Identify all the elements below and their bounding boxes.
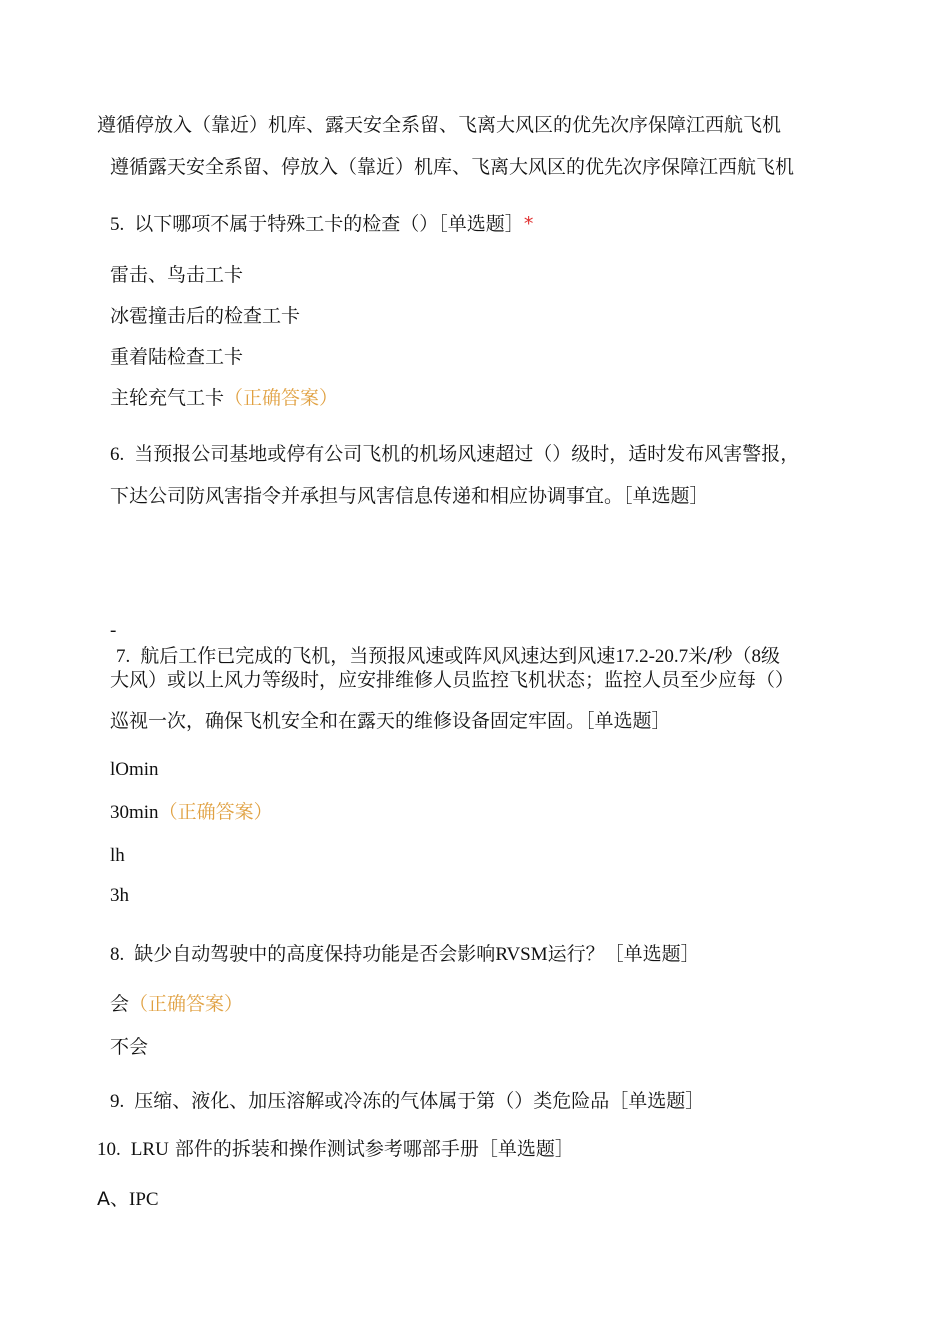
q5-number: 5. bbox=[110, 214, 125, 235]
q6-question-line2: 下达公司防风害指令并承担与风害信息传递和相应协调事宜。［单选题］ bbox=[110, 485, 709, 507]
q5-option-a[interactable]: 雷击、鸟击工卡 bbox=[110, 264, 244, 286]
q7-wind-speed: 17.2-20.7 bbox=[615, 646, 689, 667]
correct-answer-tag: （正确答案） bbox=[129, 993, 244, 1015]
q7-option-d[interactable]: 3h bbox=[110, 885, 129, 906]
q6-question-line1 bbox=[110, 441, 799, 468]
q7-option-b-label: 30min bbox=[110, 802, 159, 823]
q4-option-d[interactable]: 遵循露天安全系留、停放入（靠近）机库、飞离大风区的优先次序保障江西航飞机 bbox=[110, 156, 795, 178]
q9-number: 9. bbox=[110, 1091, 125, 1112]
correct-answer-tag: （正确答案） bbox=[158, 801, 273, 823]
q8-rvsm: RVSM bbox=[495, 944, 548, 965]
q5-question bbox=[110, 211, 533, 238]
q7-question-line3: 巡视一次，确保飞机安全和在露天的维修设备固定牢固。［单选题］ bbox=[110, 710, 671, 732]
q9-text: 压缩、液化、加压溶解或冷冻的气体属于第（）类危险品［单选题］ bbox=[134, 1090, 705, 1112]
q10-text: 部件的拆装和操作测试参考哪部手册［单选题］ bbox=[174, 1138, 574, 1160]
q10-option-a-text: IPC bbox=[129, 1189, 159, 1210]
q6-number: 6. bbox=[110, 444, 125, 465]
q8-text-a: 缺少自动驾驶中的高度保持功能是否会影响 bbox=[134, 943, 496, 965]
q8-question bbox=[110, 941, 700, 968]
q10-lru: LRU bbox=[130, 1139, 169, 1160]
q7-level-number: 8 bbox=[751, 646, 762, 667]
q7-option-b[interactable] bbox=[110, 799, 273, 826]
q7-question-line2: 大风）或以上风力等级时，应安排维修人员监控飞机状态；监控人员至少应每（） bbox=[110, 669, 795, 691]
q8-text-c: 运行？［单选题］ bbox=[547, 943, 700, 965]
q10-number: 10. bbox=[97, 1139, 121, 1160]
q10-option-a[interactable] bbox=[97, 1186, 159, 1213]
q7-question-line1 bbox=[116, 643, 780, 670]
q7-text-e: 级 bbox=[761, 645, 781, 667]
q10-question bbox=[97, 1136, 574, 1163]
separator-dash: - bbox=[110, 620, 117, 641]
q6-text-line1: 当预报公司基地或停有公司飞机的机场风速超过（）级时，适时发布风害警报， bbox=[134, 443, 800, 465]
q7-text-c: 米/秒（ bbox=[688, 645, 752, 667]
required-mark: * bbox=[523, 213, 534, 235]
q5-option-c[interactable]: 重着陆检查工卡 bbox=[110, 346, 244, 368]
q4-option-c[interactable]: 遵循停放入（靠近）机库、露天安全系留、飞离大风区的优先次序保障江西航飞机 bbox=[97, 114, 782, 136]
q8-option-b[interactable]: 不会 bbox=[110, 1036, 149, 1058]
q10-option-a-prefix: A、 bbox=[97, 1188, 129, 1210]
q9-question bbox=[110, 1088, 704, 1115]
q8-number: 8. bbox=[110, 944, 125, 965]
correct-answer-tag: （正确答案） bbox=[224, 387, 339, 409]
q5-option-d[interactable] bbox=[110, 385, 338, 411]
q7-option-c[interactable]: lh bbox=[110, 845, 125, 866]
q7-text-a: 航后工作已完成的飞机，当预报风速或阵风风速达到风速 bbox=[140, 645, 616, 667]
q7-number: 7. bbox=[116, 646, 131, 667]
q8-option-a[interactable] bbox=[110, 991, 243, 1017]
q8-option-a-label: 会 bbox=[110, 993, 130, 1015]
q5-option-d-label: 主轮充气工卡 bbox=[110, 387, 225, 409]
q7-option-a[interactable]: lOmin bbox=[110, 759, 159, 780]
q5-text: 以下哪项不属于特殊工卡的检查（）［单选题］ bbox=[134, 213, 524, 235]
q5-option-b[interactable]: 冰雹撞击后的检查工卡 bbox=[110, 305, 301, 327]
